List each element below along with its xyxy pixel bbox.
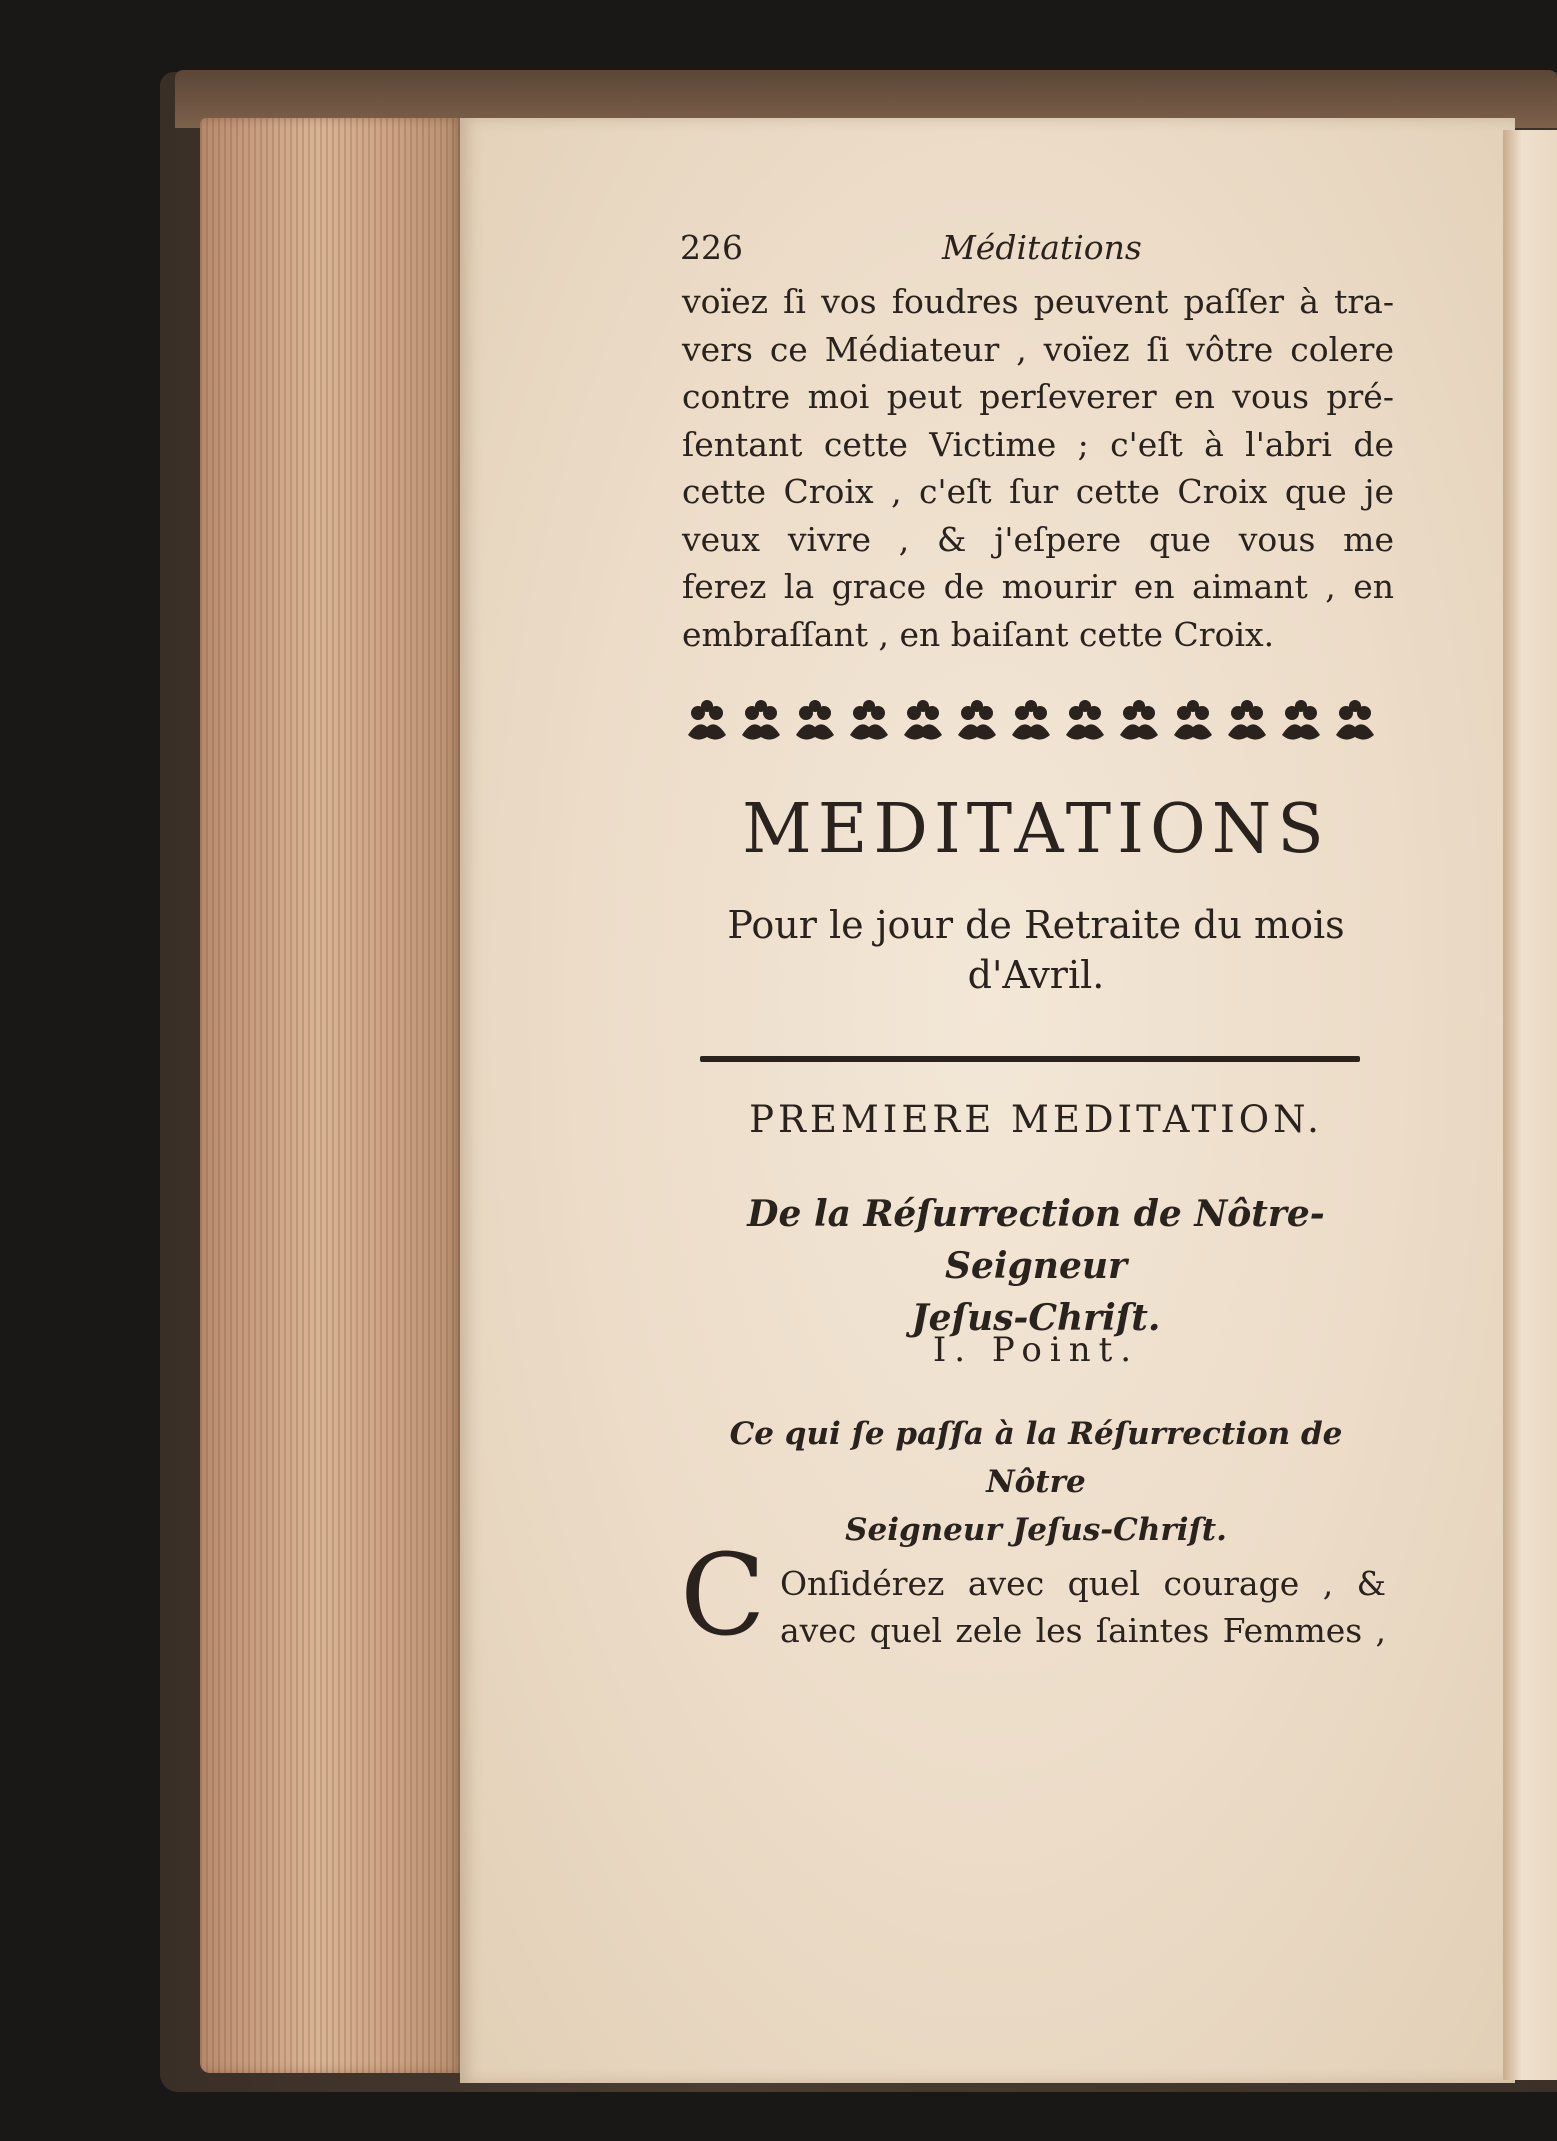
horizontal-rule — [700, 1056, 1360, 1062]
body-line: voïez ſi vos foudres peuvent paſſer à tra- — [682, 282, 1394, 321]
main-title: MEDITATIONS — [742, 790, 1330, 869]
body-line: cette Croix , c'eſt ſur cette Croix que je — [682, 472, 1394, 511]
page-stack-fore-edge — [200, 118, 462, 2073]
body-line: vers ce Médiateur , voïez ſi vôtre colere — [682, 329, 1394, 369]
subtitle-line: Pour le jour de Retraite du mois — [727, 903, 1345, 947]
body-line: ferez la grace de mourir en aimant , en — [682, 567, 1394, 606]
body-line: embraſſant , en baiſant cette Croix. — [682, 614, 1275, 654]
meditation-subject-line: Jeſus-Chriſt. — [911, 1297, 1161, 1339]
body-text — [682, 278, 1394, 658]
running-title: Méditations — [942, 228, 1142, 267]
body-line: veux vivre , & j'eſpere que vous me — [682, 519, 1394, 559]
subtitle — [680, 900, 1392, 1000]
meditation-subject — [680, 1188, 1392, 1344]
point-subject-line: Seigneur Jeſus-Chriſt. — [845, 1512, 1227, 1548]
body-line: ſentant cette Victime ; c'eſt à l'abri de — [682, 424, 1394, 464]
opening-paragraph — [780, 1560, 1386, 1654]
page-number: 226 — [680, 228, 743, 267]
running-head — [680, 228, 1160, 272]
subtitle-line: d'Avril. — [967, 953, 1105, 997]
point-subject-line: Ce qui ſe paſſa à la Réſurrection de Nôtre — [729, 1416, 1343, 1500]
opening-line: avec quel zele les ſaintes Femmes , — [780, 1611, 1386, 1650]
section-title: PREMIERE MEDITATION. — [749, 1098, 1323, 1141]
body-line: contre moi peut perſeverer en vous pré- — [682, 377, 1394, 416]
printers-ornament-band — [684, 697, 1388, 753]
meditation-subject-line: De la Réſurrection de Nôtre-Seigneur — [747, 1193, 1325, 1287]
point-label: I. Point. — [932, 1330, 1140, 1370]
opening-line: Onſidérez avec quel courage , & — [780, 1564, 1386, 1603]
next-page-edge — [1503, 130, 1557, 2080]
drop-cap: C — [680, 1531, 766, 1661]
point-subject — [680, 1410, 1392, 1554]
